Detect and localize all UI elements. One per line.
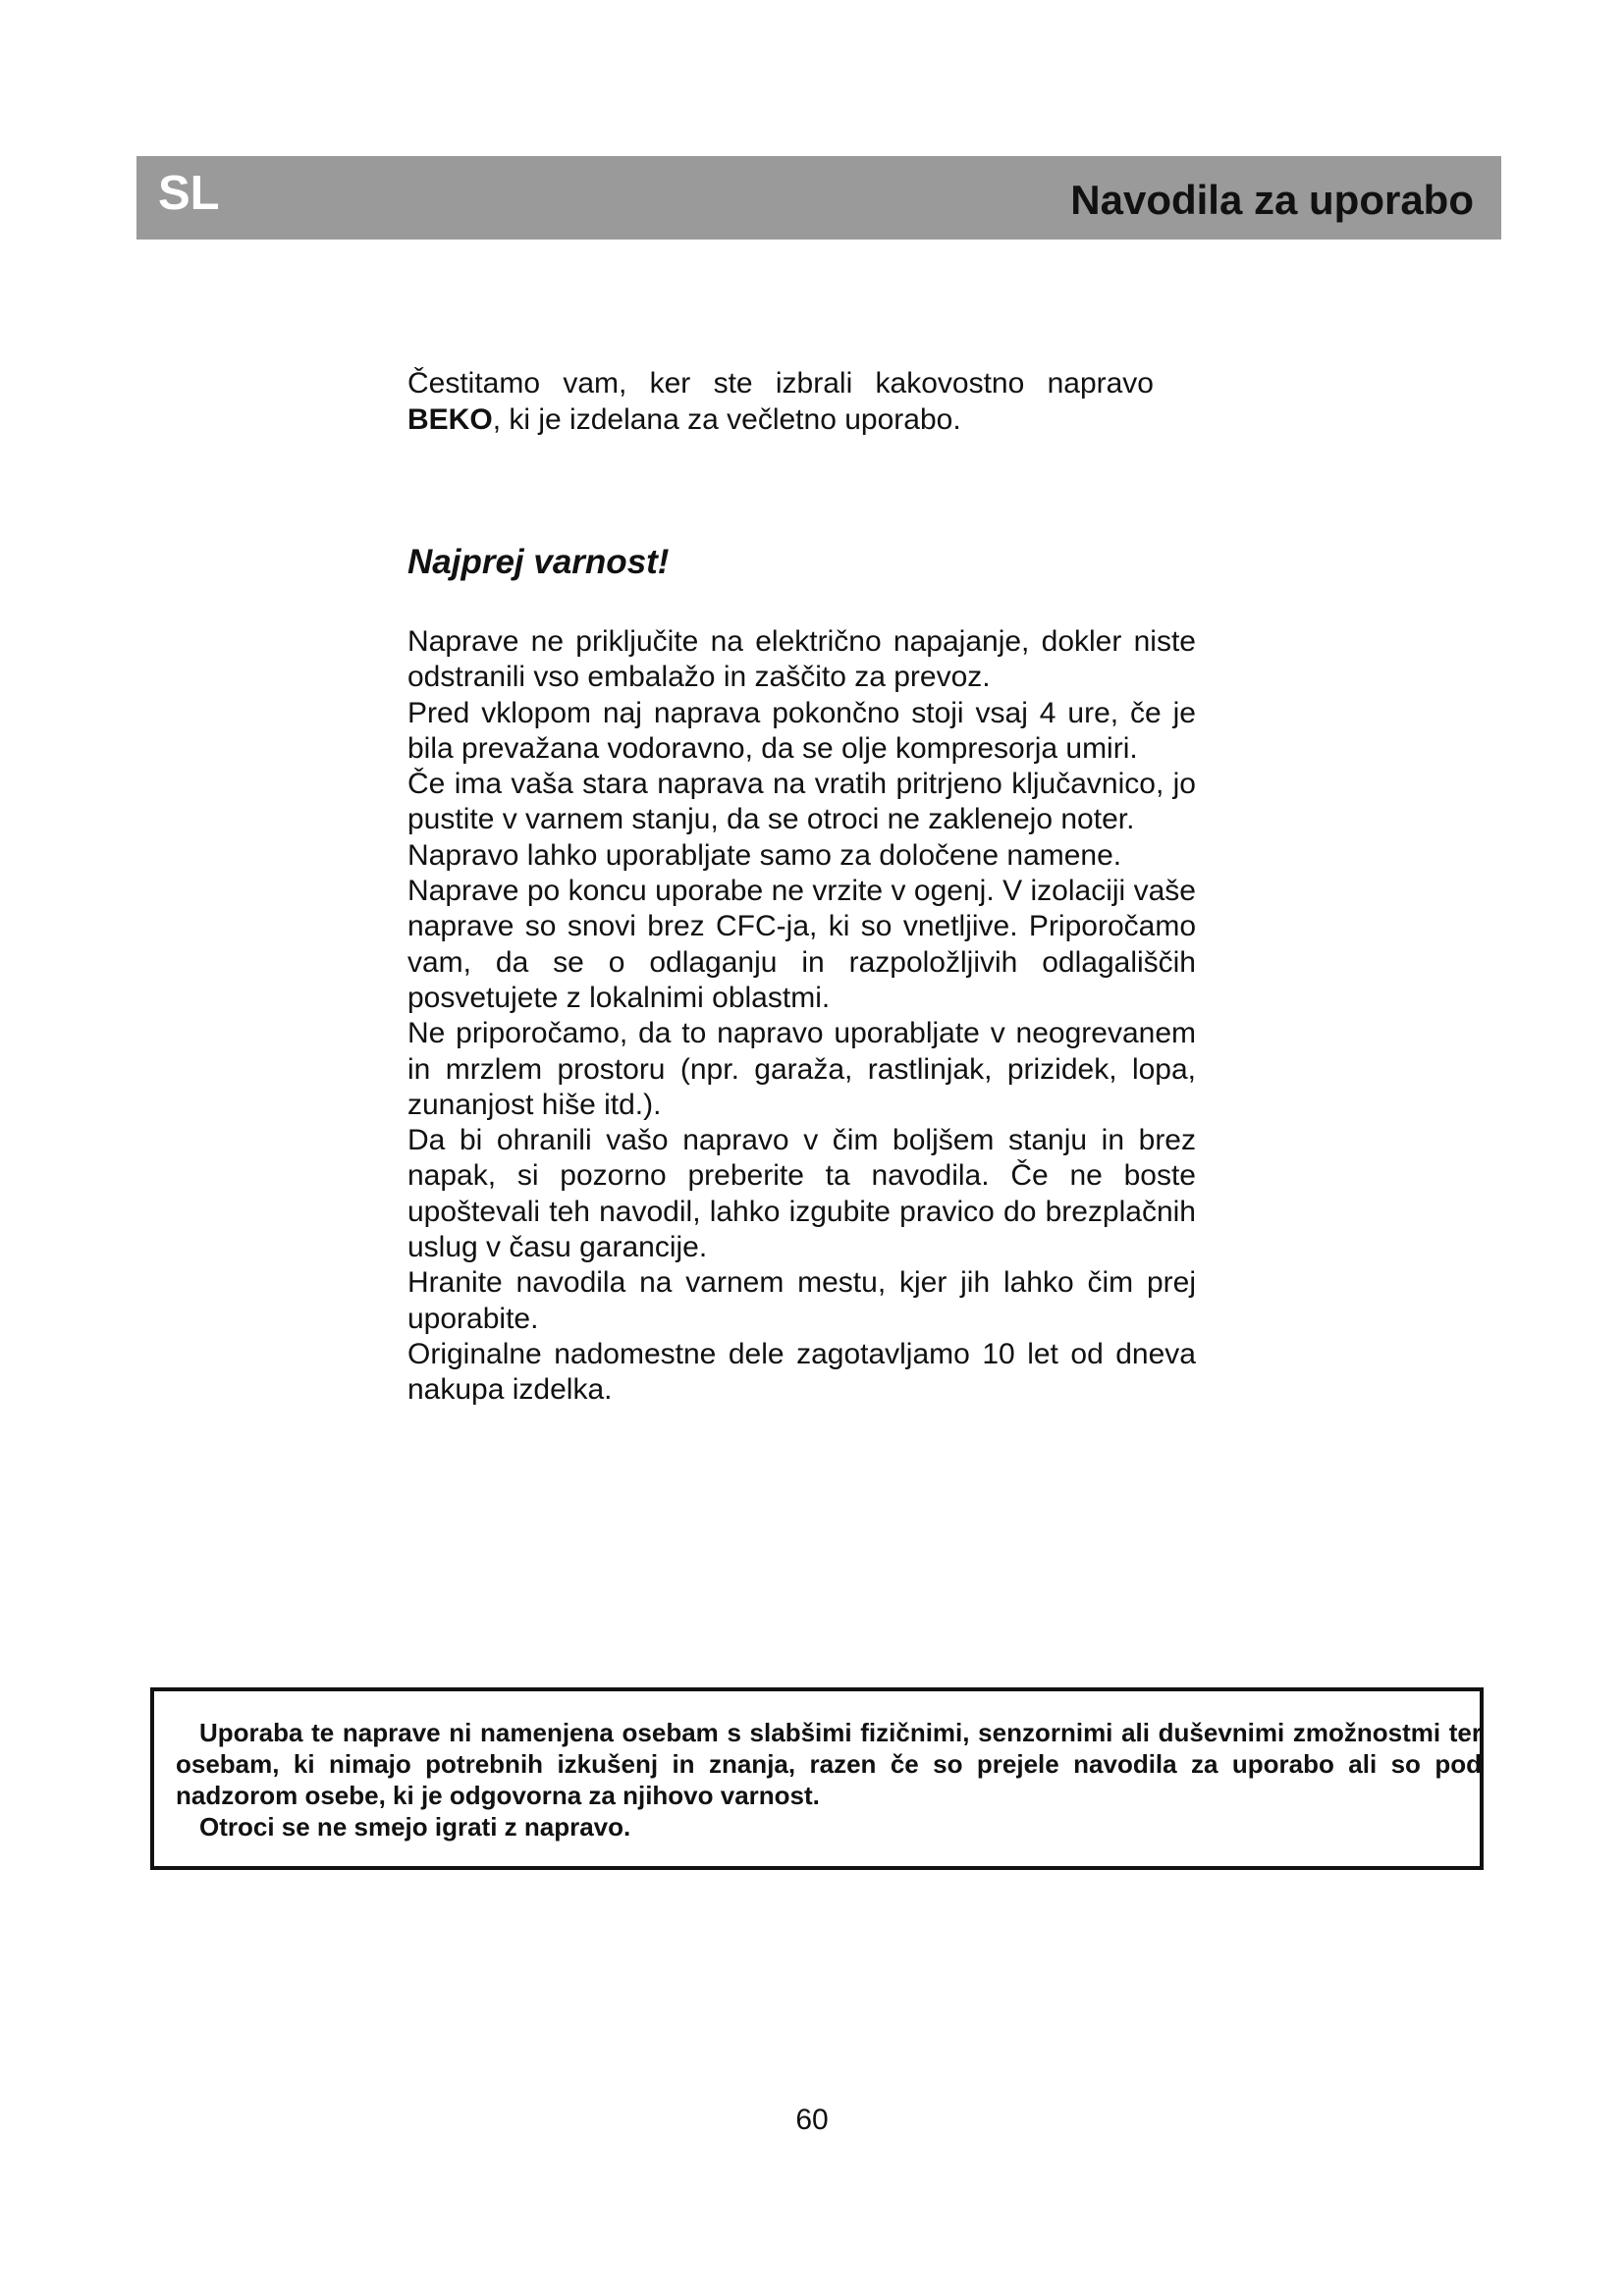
warning-text — [176, 1717, 1482, 1842]
language-code: SL — [158, 167, 220, 220]
intro-paragraph — [407, 365, 1154, 438]
page-header — [136, 156, 1501, 240]
warning-box — [150, 1687, 1484, 1870]
safety-body — [407, 624, 1196, 1409]
safety-paragraph: Napravo lahko uporabljate samo za določene namene. — [407, 838, 1122, 872]
safety-paragraph: Ne priporočamo, da to napravo uporabljate v neogrevanem in mrzlem prostoru (npr. garaža, rastlinjak, prizidek, lopa, zunanjost hiše itd.). — [407, 1017, 1196, 1121]
safety-paragraph: Da bi ohranili vašo napravo v čim boljšem stanju in brez napak, si pozorno preberite ta navodila. Če ne boste upoštevali teh navodil, lahko izgubite pravico do brezplačnih uslug v času garancije. — [407, 1124, 1196, 1264]
page-number: 60 — [795, 2104, 829, 2136]
warning-paragraph: Otroci se ne smejo igrati z napravo. — [199, 1812, 631, 1842]
safety-paragraph: Naprave po koncu uporabe ne vrzite v ogenj. V izolaciji vaše naprave so snovi brez CFC-ja, ki so vnetljive. Priporočamo vam, da se o odlaganju in razpoložljivih odlagališčih posvetujete z lokalnimi oblastmi. — [407, 875, 1196, 1014]
safety-paragraph: Hranite navodila na varnem mestu, kjer jih lahko čim prej uporabite. — [407, 1266, 1196, 1335]
warning-paragraph: Uporaba te naprave ni namenjena osebam s slabšimi fizičnimi, senzornimi ali duševnimi zmožnostmi ter osebam, ki nimajo potrebnih izkušenj in znanja, razen če so prejele navodila za uporabo ali so pod nadzorom osebe, ki je odgovorna za njihovo varnost. — [176, 1718, 1482, 1810]
intro-text-end: , ki je izdelana za večletno uporabo. — [492, 403, 961, 436]
safety-paragraph: Originalne nadomestne dele zagotavljamo 10 let od dneva nakupa izdelka. — [407, 1337, 1196, 1407]
safety-paragraph: Pred vklopom naj naprava pokončno stoji vsaj 4 ure, če je bila prevažana vodoravno, da se olje kompresorja umiri. — [407, 696, 1196, 765]
brand-name: BEKO — [407, 403, 493, 436]
safety-paragraph: Če ima vaša stara naprava na vratih pritrjeno ključavnico, jo pustite v varnem stanju, da se otroci ne zaklenejo noter. — [407, 768, 1196, 836]
intro-text: Čestitamo vam, ker ste izbrali kakovostno napravo — [407, 367, 1154, 400]
manual-title: Navodila za uporabo — [1070, 177, 1474, 223]
safety-paragraph: Naprave ne priključite na električno napajanje, dokler niste odstranili vso embalažo in zaščito za prevoz. — [407, 625, 1196, 694]
safety-heading: Najprej varnost! — [407, 543, 670, 581]
